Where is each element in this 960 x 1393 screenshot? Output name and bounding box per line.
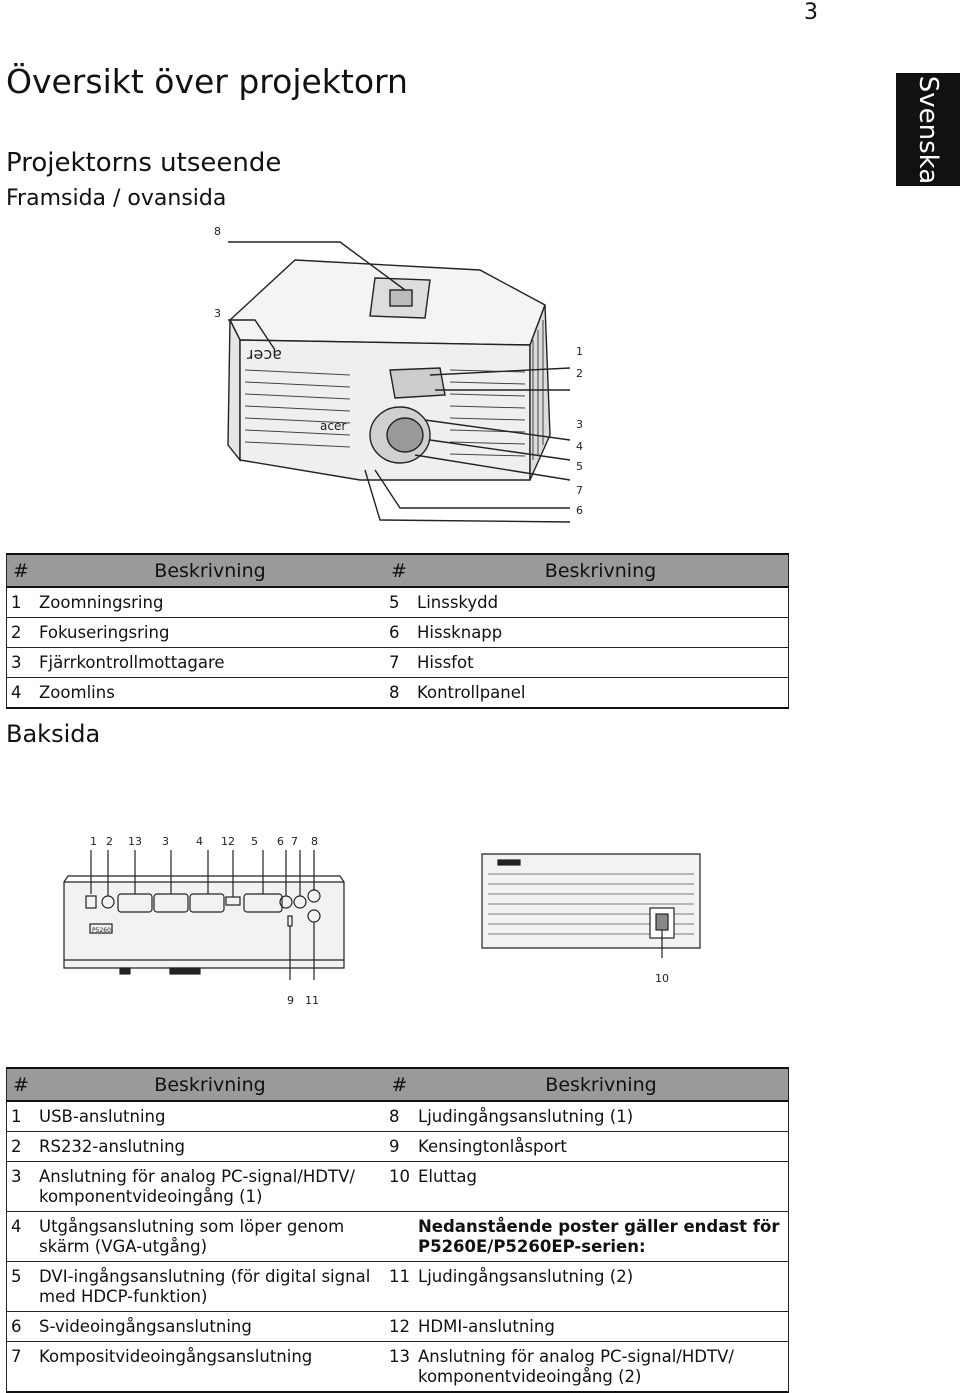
- table-row: [7, 1162, 789, 1212]
- table-row: [7, 587, 789, 618]
- rear-parts-table: [6, 1067, 789, 1393]
- item-description: Kompositvideoingångsanslutning: [35, 1342, 385, 1393]
- rear-label-12: 12: [221, 835, 235, 848]
- item-number: 5: [7, 1262, 36, 1312]
- rear-label-3: 3: [162, 835, 169, 848]
- item-number: 1: [7, 1101, 36, 1132]
- item-description: USB-anslutning: [35, 1101, 385, 1132]
- item-number: 7: [7, 1342, 36, 1393]
- table-header-row: [7, 554, 789, 587]
- item-number: 2: [7, 618, 36, 648]
- rear-label-8: 8: [311, 835, 318, 848]
- table-row: [7, 1132, 789, 1162]
- front-label-5: 5: [576, 460, 583, 473]
- item-description: HDMI-anslutning: [414, 1312, 789, 1342]
- front-label-3: 3: [576, 418, 583, 431]
- table-row: [7, 1262, 789, 1312]
- item-number: 6: [385, 618, 413, 648]
- col-desc: Beskrivning: [35, 554, 385, 587]
- item-description: S-videoingångsanslutning: [35, 1312, 385, 1342]
- item-number: 2: [7, 1132, 36, 1162]
- table-row: [7, 1101, 789, 1132]
- item-description: Eluttag: [414, 1162, 789, 1212]
- item-description: Zoomningsring: [35, 587, 385, 618]
- item-number: 11: [385, 1262, 414, 1312]
- item-number: 3: [7, 648, 36, 678]
- col-desc: Beskrivning: [413, 554, 789, 587]
- item-description: Anslutning för analog PC-signal/HDTV/ komponentvideoingång (2): [414, 1342, 789, 1393]
- page-title: Översikt över projektorn: [6, 62, 408, 101]
- rear-label-11: 11: [305, 994, 319, 1007]
- item-number: 8: [385, 1101, 414, 1132]
- item-description: DVI-ingångsanslutning (för digital signal med HDCP-funktion): [35, 1262, 385, 1312]
- rear-label-4: 4: [196, 835, 203, 848]
- table-header-row: [7, 1068, 789, 1101]
- item-description: RS232-anslutning: [35, 1132, 385, 1162]
- item-description: Fokuseringsring: [35, 618, 385, 648]
- item-number: 3: [7, 1162, 36, 1212]
- item-description: Fjärrkontrollmottagare: [35, 648, 385, 678]
- front-subtitle: Framsida / ovansida: [6, 186, 227, 211]
- rear-label-9: 9: [287, 994, 294, 1007]
- front-label-4: 4: [576, 440, 583, 453]
- item-number: 9: [385, 1132, 414, 1162]
- item-number: 4: [7, 1212, 36, 1262]
- rear-label-7: 7: [291, 835, 298, 848]
- front-label-7: 7: [576, 484, 583, 497]
- rear-label-10: 10: [655, 972, 669, 985]
- rear-label-1: 1: [90, 835, 97, 848]
- item-description: Utgångsanslutning som löper genom skärm (VGA-utgång): [35, 1212, 385, 1262]
- item-description: Hissfot: [413, 648, 789, 678]
- front-label-3-top: 3: [214, 307, 221, 320]
- item-description: Linsskydd: [413, 587, 789, 618]
- svg-text:acer: acer: [320, 419, 347, 433]
- projector-rear-connector-panel: [60, 850, 350, 980]
- item-description: Ljudingångsanslutning (1): [414, 1101, 789, 1132]
- table-row: [7, 1342, 789, 1393]
- table-row: [7, 1212, 789, 1262]
- front-label-2: 2: [576, 367, 583, 380]
- item-number: 10: [385, 1162, 414, 1212]
- front-label-6: 6: [576, 504, 583, 517]
- item-number: [385, 1212, 414, 1262]
- rear-label-5: 5: [251, 835, 258, 848]
- col-num: #: [385, 554, 413, 587]
- front-label-1: 1: [576, 345, 583, 358]
- model-label: P5260i: [92, 927, 113, 934]
- item-description: Zoomlins: [35, 678, 385, 709]
- item-number: 1: [7, 587, 36, 618]
- svg-text:acer: acer: [246, 346, 282, 365]
- item-number: 6: [7, 1312, 36, 1342]
- item-description: Kontrollpanel: [413, 678, 789, 709]
- series-note: Nedanstående poster gäller endast för P5260E/P5260EP-serien:: [414, 1212, 789, 1262]
- section-title: Projektorns utseende: [6, 148, 282, 178]
- col-num: #: [385, 1068, 414, 1101]
- table-row: [7, 618, 789, 648]
- rear-label-6: 6: [277, 835, 284, 848]
- item-description: Anslutning för analog PC-signal/HDTV/ komponentvideoingång (1): [35, 1162, 385, 1212]
- item-number: 5: [385, 587, 413, 618]
- projector-rear-power-panel: [478, 848, 708, 958]
- page-number: 3: [804, 0, 818, 25]
- col-num: #: [7, 1068, 36, 1101]
- rear-label-2: 2: [106, 835, 113, 848]
- item-number: 4: [7, 678, 36, 709]
- item-number: 8: [385, 678, 413, 709]
- front-label-8: 8: [214, 225, 221, 238]
- table-row: [7, 678, 789, 709]
- table-row: [7, 648, 789, 678]
- back-subtitle: Baksida: [6, 720, 101, 748]
- col-desc: Beskrivning: [35, 1068, 385, 1101]
- front-parts-table: [6, 553, 789, 709]
- item-description: Ljudingångsanslutning (2): [414, 1262, 789, 1312]
- item-number: 13: [385, 1342, 414, 1393]
- item-number: 7: [385, 648, 413, 678]
- rear-label-13: 13: [128, 835, 142, 848]
- language-tab-label: Svenska: [913, 75, 943, 184]
- col-num: #: [7, 554, 36, 587]
- table-row: [7, 1312, 789, 1342]
- col-desc: Beskrivning: [414, 1068, 789, 1101]
- item-description: Hissknapp: [413, 618, 789, 648]
- projector-front-illustration: [200, 230, 620, 530]
- item-description: Kensingtonlåsport: [414, 1132, 789, 1162]
- item-number: 12: [385, 1312, 414, 1342]
- language-tab: [896, 73, 960, 186]
